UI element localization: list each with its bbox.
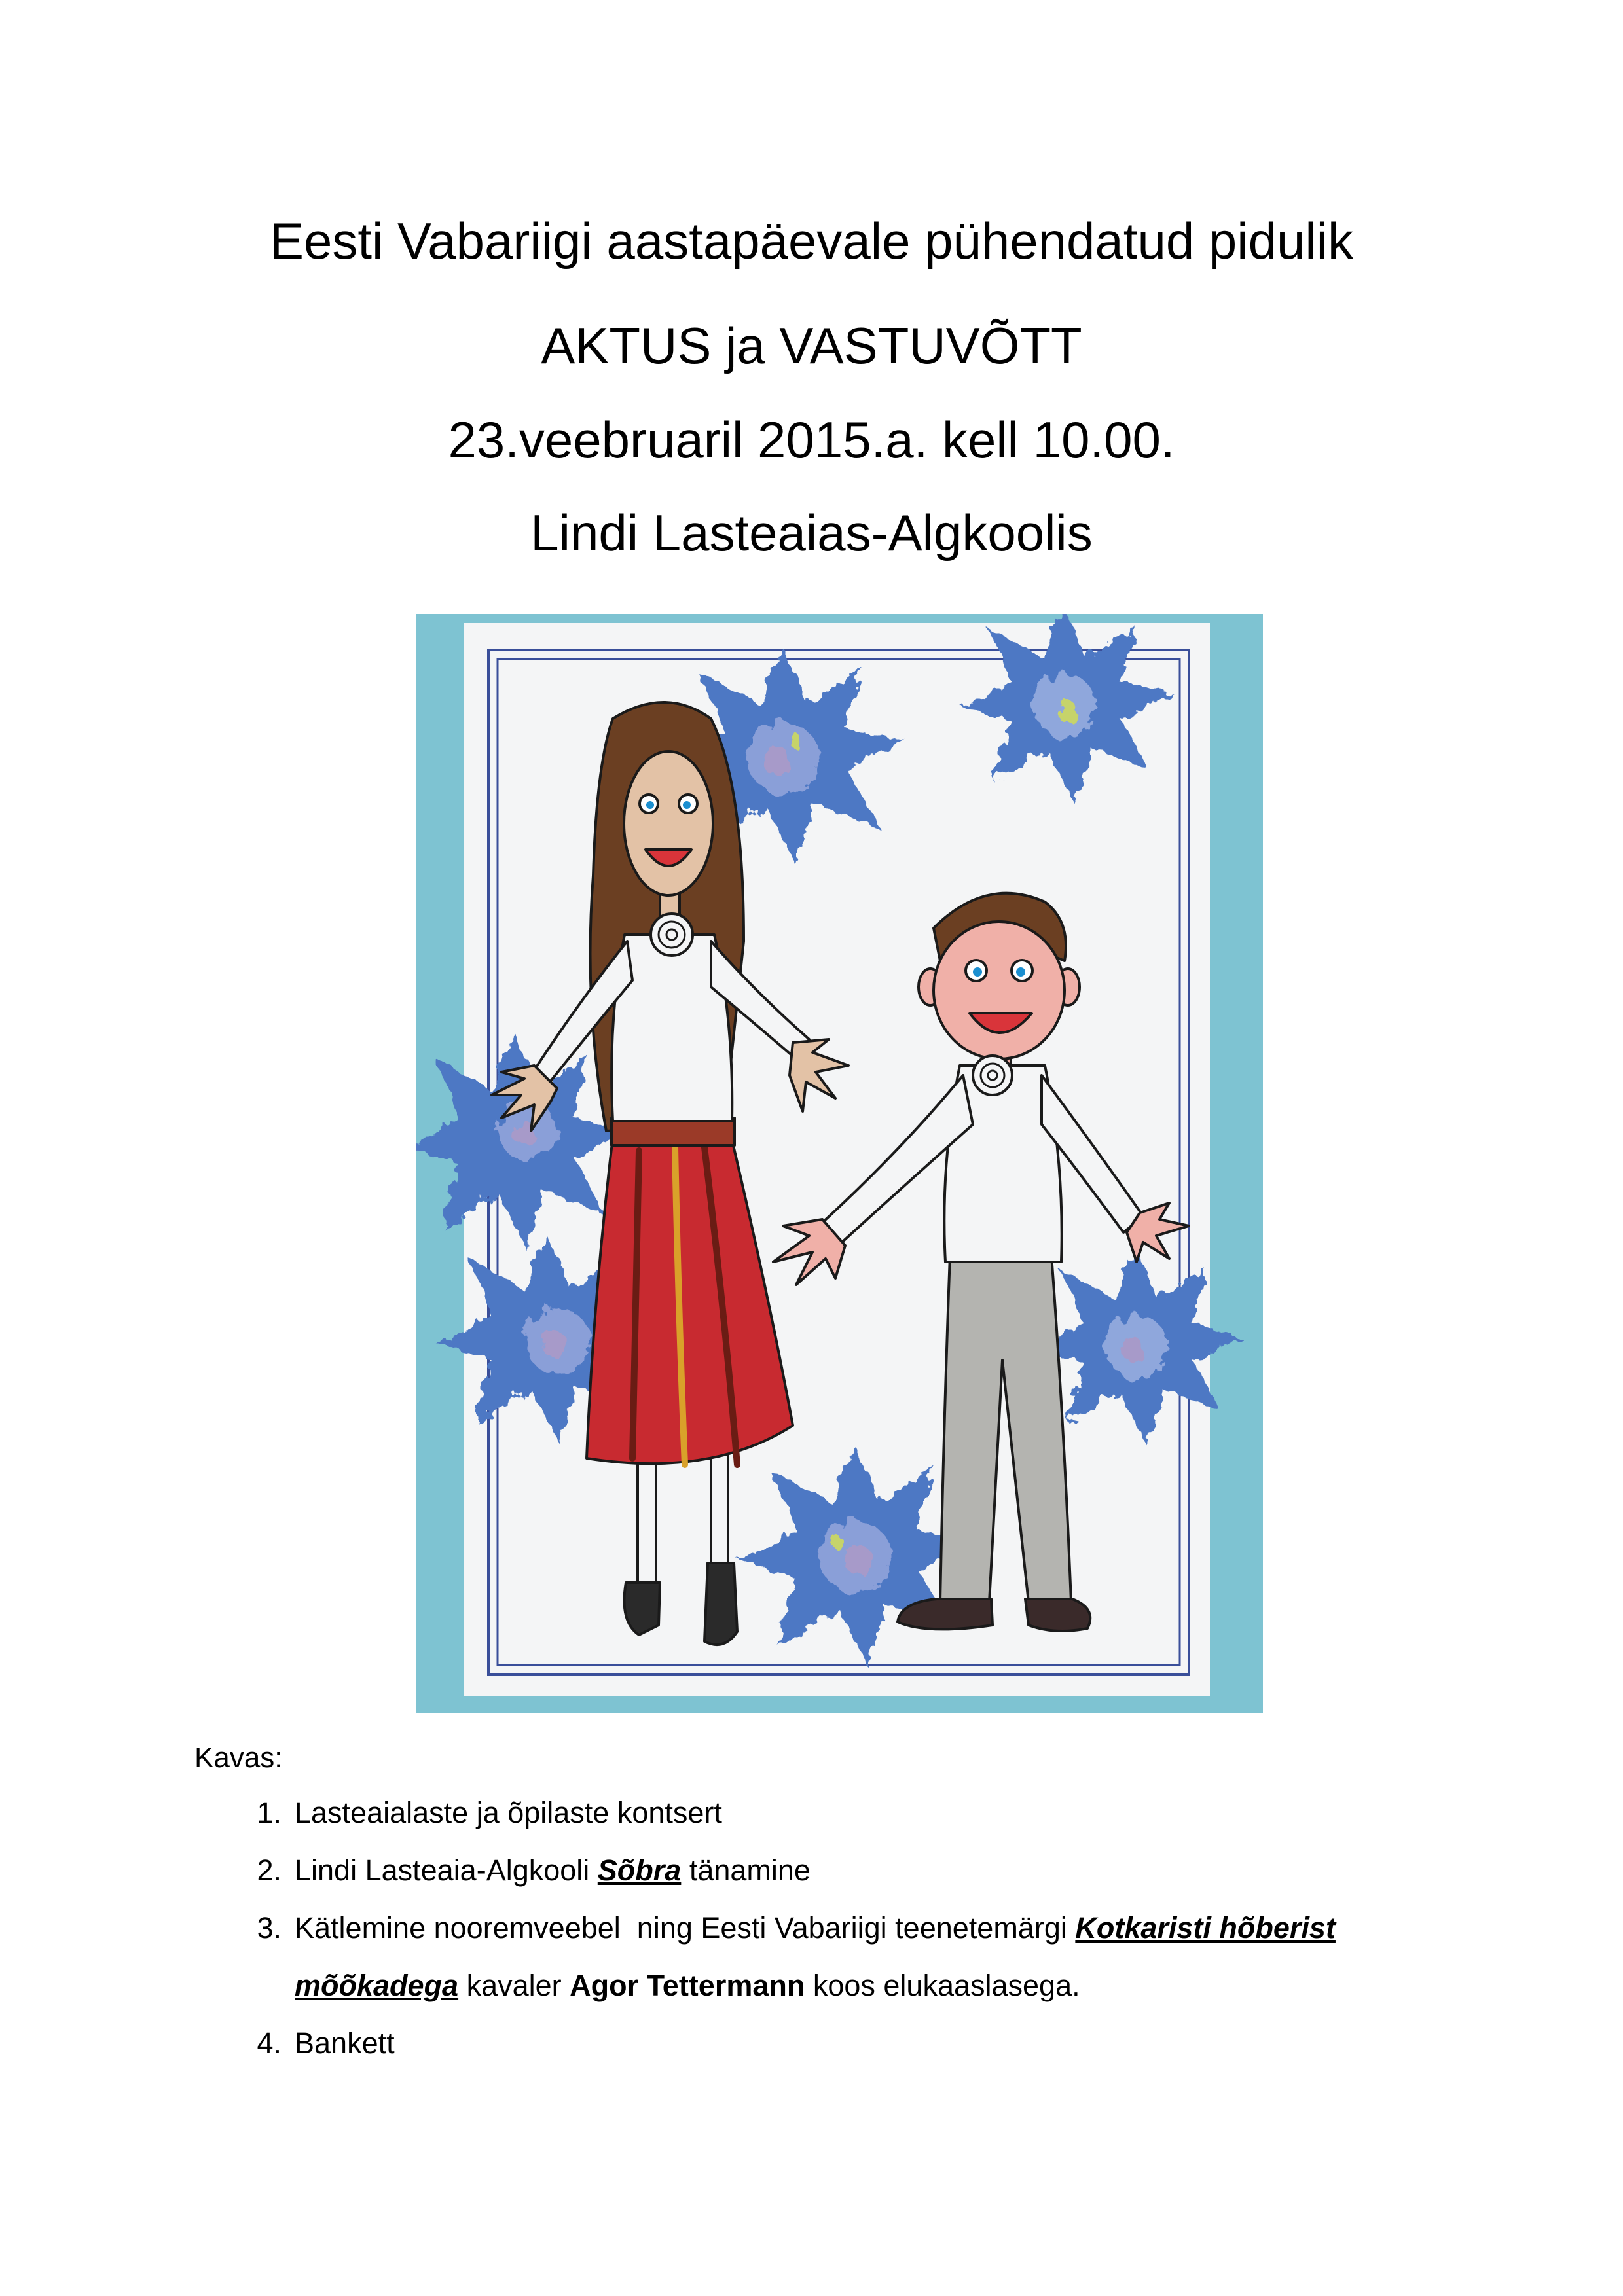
program-label: Kavas: [194, 1742, 283, 1774]
item-text: kavaler [458, 1969, 570, 2002]
item-text: Lindi Lasteaia-Algkooli [295, 1854, 598, 1887]
item-emphasis: Sõbra [597, 1854, 682, 1887]
item-text: Bankett [295, 2026, 395, 2060]
program-item-1 [257, 1793, 722, 1833]
program-item-4 [257, 2024, 395, 2063]
childrens-drawing-illustration [416, 614, 1263, 1713]
item-number: 4. [257, 2026, 282, 2060]
item-text: Kätlemine nooremveebel ning Eesti Vabariigi teenetemärgi [295, 1911, 1076, 1945]
title-line-1: Eesti Vabariigi aastapäevale pühendatud pidulik [269, 212, 1354, 270]
event-location: Lindi Lasteaias-Algkoolis [530, 504, 1093, 562]
title-line-2: AKTUS ja VASTUVÕTT [541, 317, 1082, 374]
event-datetime: 23.veebruaril 2015.a. kell 10.00. [448, 411, 1175, 469]
item-number: 3. [257, 1911, 282, 1945]
award-name-continued: mõõkadega [295, 1969, 459, 2002]
program-item-3 [257, 1909, 1336, 1948]
item-number: 1. [257, 1796, 282, 1829]
item-text: tänamine [681, 1854, 811, 1887]
program-item-3-continued [295, 1966, 1080, 2005]
program-item-2 [257, 1851, 811, 1890]
honoree-name: Agor Tettermann [570, 1969, 805, 2002]
item-text: koos elukaaslasega. [805, 1969, 1080, 2002]
item-number: 2. [257, 1854, 282, 1887]
award-name: Kotkaristi hõberist [1075, 1911, 1336, 1945]
item-text: Lasteaialaste ja õpilaste kontsert [295, 1796, 722, 1829]
